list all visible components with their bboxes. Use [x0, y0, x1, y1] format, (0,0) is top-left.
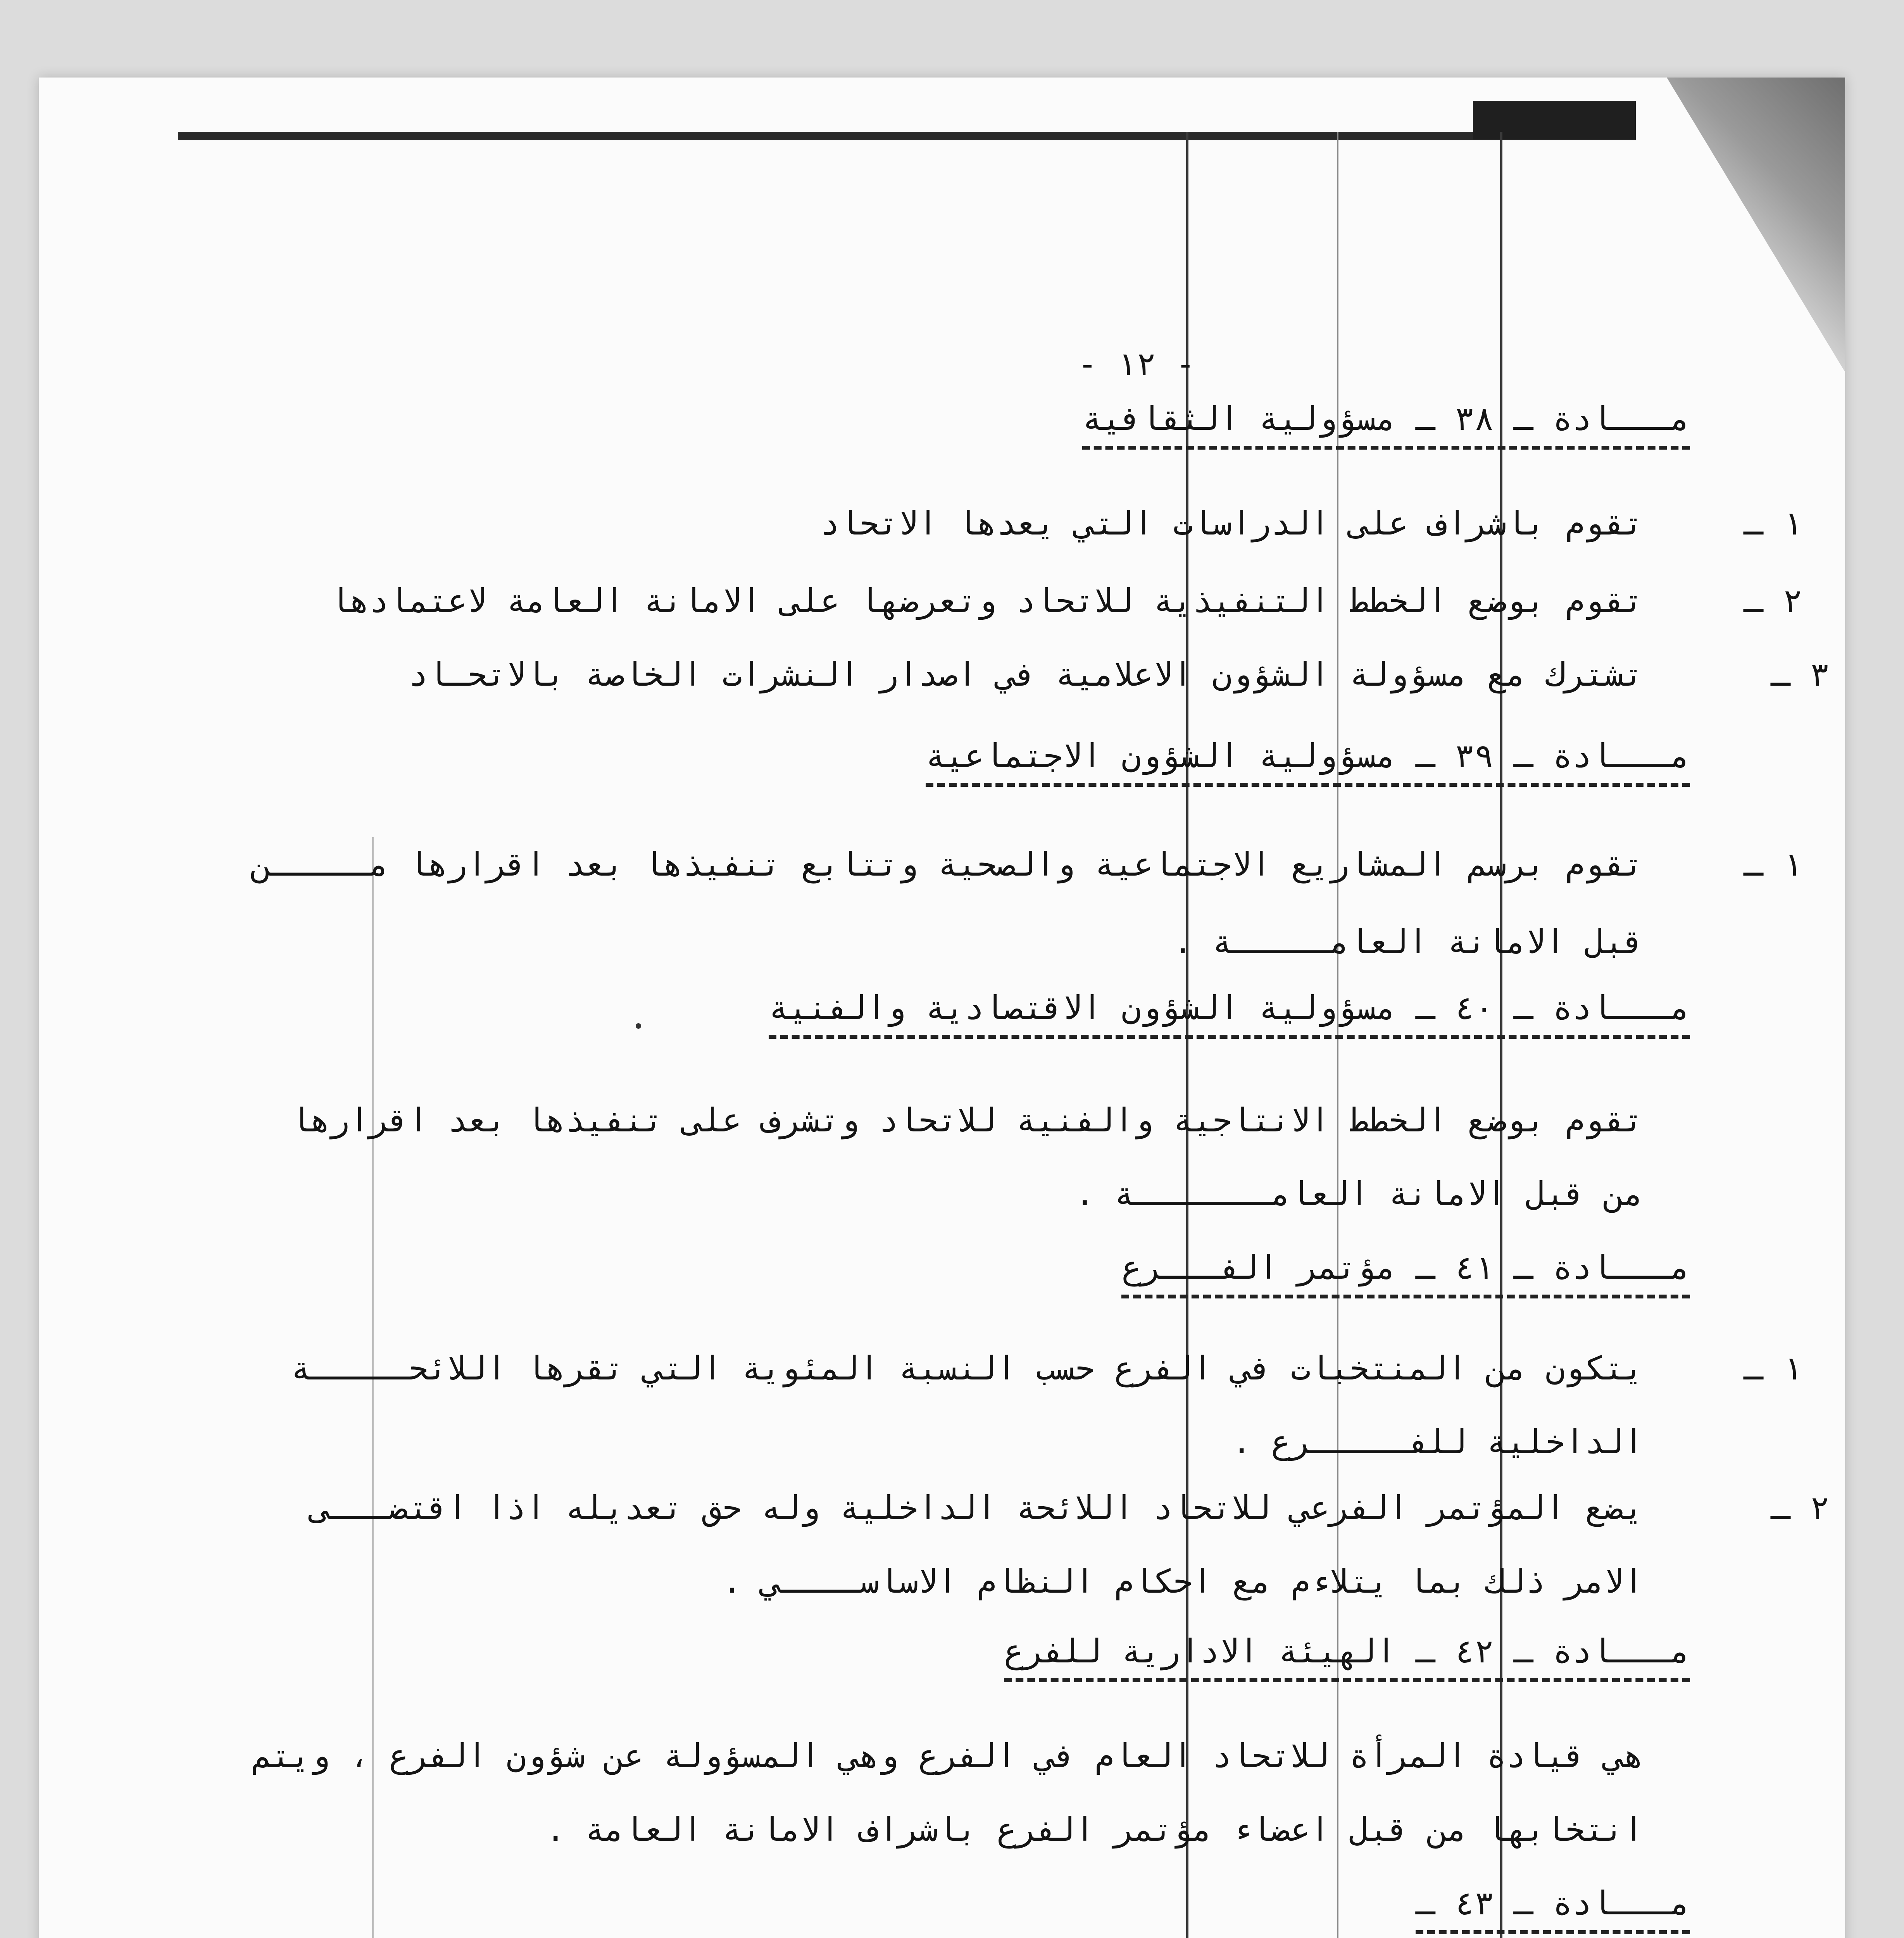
speck — [636, 1023, 641, 1029]
scanned-page — [39, 78, 1845, 1938]
page-corner-shadow — [1667, 78, 1845, 372]
article-heading-40: مـــادة ـ ٤٠ ـ مسؤولية الشؤون الاقتصادية والفنية — [769, 988, 1690, 1039]
top-edge-smudge — [1473, 101, 1636, 140]
item-number: ٢ ـ — [1771, 1489, 1830, 1527]
paragraph-line: الداخلية للفـــــرع . — [1231, 1423, 1644, 1461]
article-heading-43: مـــادة ـ ٤٣ ـ — [1416, 1884, 1690, 1934]
item-number: ٣ ـ — [1771, 655, 1830, 693]
paragraph-line: قبل الامانة العامـــــة . — [1173, 923, 1644, 961]
paragraph-line: من قبل الامانة العامـــــــة . — [1075, 1175, 1644, 1213]
item-number: ١ ـ — [1744, 1349, 1802, 1387]
item-number: ١ ـ — [1744, 504, 1802, 542]
paragraph-line: تقوم برسم المشاريع الاجتماعية والصحية وتتابع تنفيذها بعد اقرارها مـــــن — [252, 845, 1644, 883]
paragraph-line: تقوم بوضع الخطط التنفيذية للاتحاد وتعرضها على الامانة العامة لاعتمادها — [330, 582, 1644, 620]
paragraph-line: يضع المؤتمر الفرعي للاتحاد اللائحة الداخلية وله حق تعديله اذا اقتضـــى — [310, 1489, 1644, 1527]
article-heading-42: مـــادة ـ ٤٢ ـ الهيئة الادارية للفرع — [1004, 1632, 1690, 1682]
item-number: ١ ـ — [1744, 845, 1802, 883]
article-heading-41: مـــادة ـ ٤١ ـ مؤتمر الفـــرع — [1121, 1248, 1690, 1298]
article-heading-38: مـــادة ـ ٣٨ ـ مسؤولية الثقافية — [1082, 399, 1690, 450]
page-number: - ١٢ - — [1078, 345, 1195, 383]
article-heading-39: مـــادة ـ ٣٩ ـ مسؤولية الشؤون الاجتماعية — [926, 736, 1690, 787]
paragraph-line: انتخابها من قبل اعضاء مؤتمر الفرع باشراف الامانة العامة . — [545, 1810, 1644, 1848]
paragraph-line: تشترك مع مسؤولة الشؤون الاعلامية في اصدار النشرات الخاصة بالاتحـاد — [408, 655, 1644, 693]
item-number: ٢ ـ — [1744, 582, 1802, 620]
paragraph-line: يتكون من المنتخبات في الفرع حسب النسبة المئوية التي تقرها اللائحـــــة — [291, 1349, 1644, 1387]
paragraph-line: تقوم باشراف على الدراسات التي يعدها الاتحاد — [820, 504, 1644, 542]
paragraph-line: الامر ذلك بما يتلاءم مع احكام النظام الاساســــي . — [722, 1562, 1644, 1600]
top-edge-line — [178, 132, 1636, 140]
paragraph-line: تقوم بوضع الخطط الانتاجية والفنية للاتحاد وتشرف على تنفيذها بعد اقرارها — [291, 1101, 1644, 1139]
paragraph-line: هي قيادة المرأة للاتحاد العام في الفرع وهي المسؤولة عن شؤون الفرع ، ويتم — [252, 1737, 1644, 1775]
